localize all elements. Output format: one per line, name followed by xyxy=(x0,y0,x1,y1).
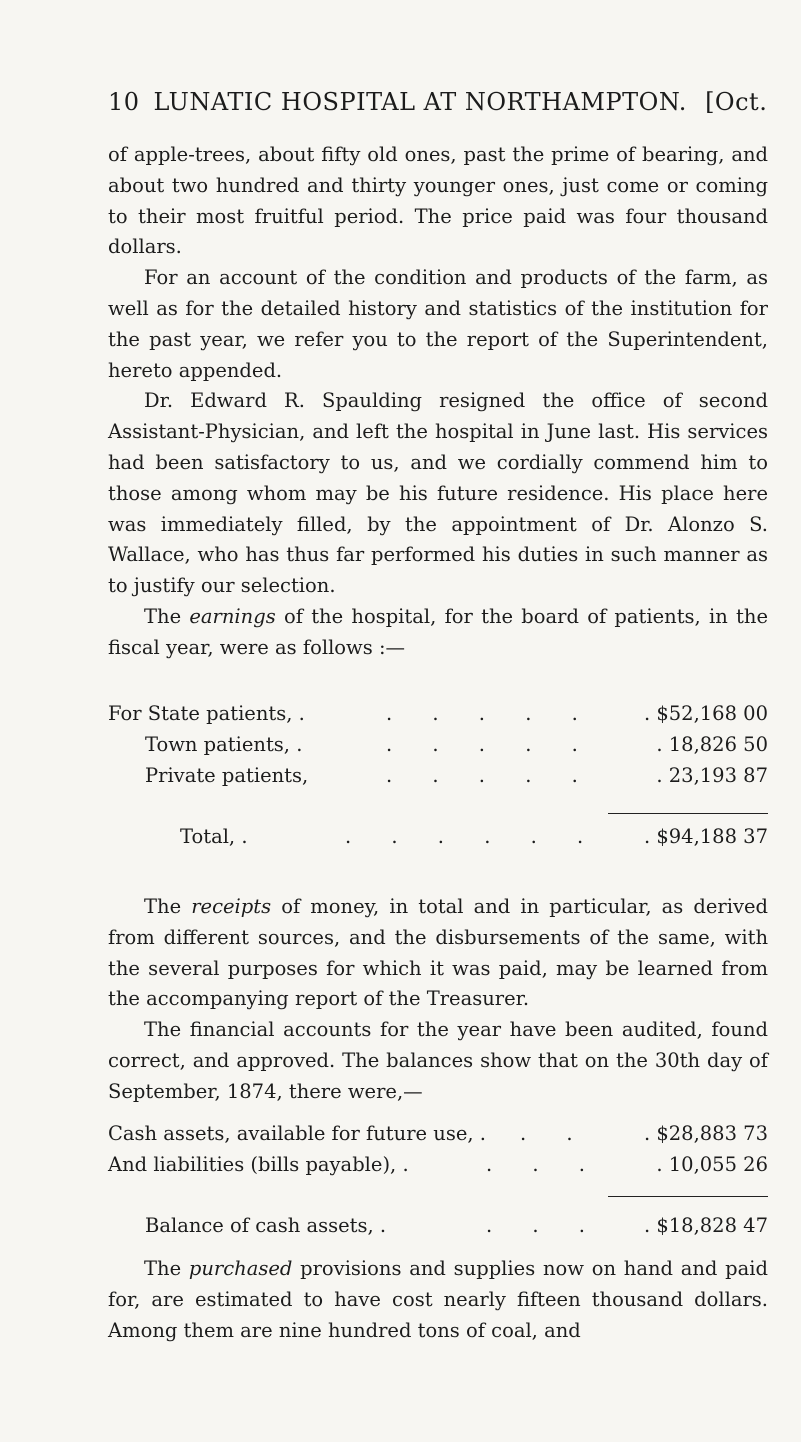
ledger-label: Cash assets, available for future use, . xyxy=(108,1122,486,1145)
sum-rule xyxy=(608,1196,768,1197)
ledger-amount: . 10,055 26 xyxy=(656,1153,768,1176)
ledger-row xyxy=(108,764,768,795)
balance-table xyxy=(108,1122,768,1245)
text-block-lower xyxy=(108,1254,768,1346)
page-number: 10 xyxy=(108,88,140,116)
ledger-label: For State patients, . xyxy=(108,702,305,725)
ledger-amount: . $94,188 37 xyxy=(643,825,768,848)
paragraph-apple-trees: of apple-trees, about fifty old ones, past the prime of bearing, and about two hundred and thirty younger ones, just come or coming to their most fruitful period. The price paid was four thousand dollars. xyxy=(108,143,768,259)
ledger-row xyxy=(108,733,768,764)
text-block-upper xyxy=(108,140,768,664)
leader-dots: . . . xyxy=(486,1153,602,1176)
ledger-total-row xyxy=(108,825,768,856)
running-title: LUNATIC HOSPITAL AT NORTHAMPTON. xyxy=(153,88,687,116)
earnings-table xyxy=(108,702,768,856)
leader-dots: . . . . . . xyxy=(345,825,601,848)
emphasis-earnings: earnings xyxy=(189,604,276,628)
ledger-row xyxy=(108,1122,768,1153)
emphasis-receipts: receipts xyxy=(191,895,272,918)
ledger-label: Total, . xyxy=(180,825,248,848)
running-header xyxy=(108,88,768,116)
leader-dots: . . . . . xyxy=(386,702,595,725)
text-block-middle xyxy=(108,892,768,1108)
ledger-label: Private patients, xyxy=(145,764,309,787)
ledger-amount: . $28,883 73 xyxy=(643,1122,768,1145)
ledger-total-row xyxy=(108,1214,768,1245)
leader-dots: . . . . . xyxy=(386,764,595,787)
ledger-row xyxy=(108,1153,768,1184)
paragraph-spaulding: Dr. Edward R. Spaulding resigned the office of second Assistant-Physician, and left the hospital in June last. His services had been satisfactory to us, and we cordially commend him to those among whom may be his future residence. His place here was immediately filled, by the appointment of Dr. Alonzo S. Wallace, who has thus far performed his duties in such manner as to justify our selection. xyxy=(108,389,768,598)
ledger-amount: . $18,828 47 xyxy=(643,1214,768,1237)
ledger-label: Town patients, . xyxy=(145,733,303,756)
leader-dots: . . . . . xyxy=(386,733,595,756)
emphasis-purchased: purchased xyxy=(188,1257,293,1280)
paragraph-audit: The financial accounts for the year have been audited, found correct, and approved. The balances show that on the 30th day of September, 1874, there were,— xyxy=(108,1018,768,1103)
ledger-amount: . $52,168 00 xyxy=(643,702,768,725)
paragraph-earnings-intro: The earnings of the hospital, for the board of patients, in the fiscal year, were as follows :— xyxy=(108,604,768,659)
ledger-label: Balance of cash assets, . xyxy=(145,1214,387,1237)
ledger-row xyxy=(108,702,768,733)
ledger-label: And liabilities (bills payable), . xyxy=(108,1153,409,1176)
date-tag: [Oct. xyxy=(705,88,768,116)
leader-dots: . . xyxy=(520,1122,590,1145)
leader-dots: . . . xyxy=(486,1214,602,1237)
paragraph-purchased: The purchased provisions and supplies now on hand and paid for, are estimated to have cost nearly fifteen thousand dollars. Among them are nine hundred tons of coal, and xyxy=(108,1257,768,1342)
paragraph-receipts: The receipts of money, in total and in particular, as derived from different sources, and the disbursements of the same, with the several purposes for which it was paid, may be learned from the accompanying report of the Treasurer. xyxy=(108,895,768,1011)
sum-rule xyxy=(608,813,768,814)
paragraph-farm-account: For an account of the condition and products of the farm, as well as for the detailed history and statistics of the institution for the past year, we refer you to the report of the Superintendent, hereto appended. xyxy=(108,266,768,382)
ledger-amount: . 18,826 50 xyxy=(656,733,768,756)
ledger-amount: . 23,193 87 xyxy=(656,764,768,787)
